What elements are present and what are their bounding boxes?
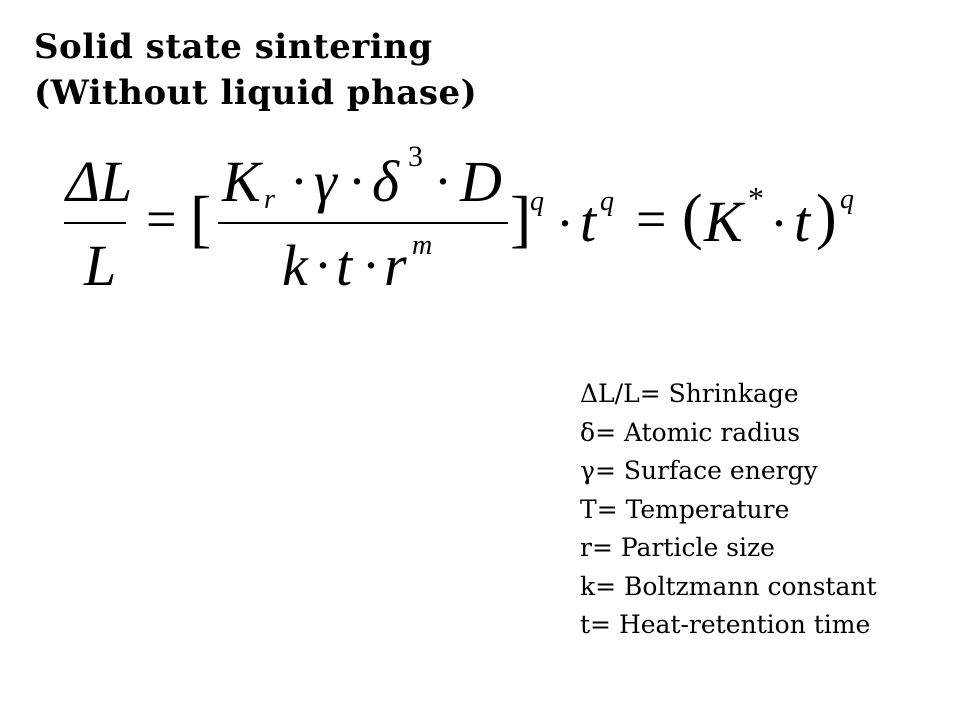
main-fraction-bar	[218, 222, 508, 224]
legend-symbol: ΔL/L	[580, 379, 640, 408]
legend-item	[580, 414, 877, 453]
time-t-2: t	[794, 189, 811, 254]
gamma-symbol: γ	[314, 149, 337, 214]
paren-open: (	[682, 183, 703, 251]
paren-close: )	[816, 183, 837, 251]
dot-operator: ·	[434, 151, 452, 211]
legend-symbol: r	[580, 533, 592, 562]
legend-item	[580, 375, 877, 414]
legend-symbol: k	[580, 571, 596, 601]
legend-text: = Atomic radius	[595, 417, 801, 447]
lhs-numerator: ΔL	[66, 149, 133, 214]
legend-text: = Shrinkage	[639, 379, 799, 408]
variable-legend	[580, 375, 877, 645]
legend-item	[580, 491, 877, 530]
exponent-q: q	[530, 186, 544, 217]
numerator-K: K	[222, 149, 261, 214]
legend-text: = Boltzmann constant	[595, 571, 877, 601]
dot-operator: ·	[348, 151, 366, 211]
legend-text: = Surface energy	[594, 456, 818, 485]
legend-item	[580, 568, 877, 607]
bracket-open: [	[190, 183, 212, 254]
denominator-r: r	[384, 233, 407, 298]
exponent-q: q	[840, 184, 854, 215]
legend-symbol: δ	[580, 417, 596, 447]
equals-sign-2: =	[636, 189, 667, 249]
equals-sign-1: =	[146, 189, 177, 249]
dot-operator: ·	[290, 151, 308, 211]
dot-operator: ·	[556, 193, 574, 253]
K-star-superscript: *	[748, 180, 764, 216]
bracket-close: ]	[510, 183, 532, 254]
constant-K: K	[704, 189, 743, 254]
legend-text: = Temperature	[596, 494, 790, 524]
legend-item	[580, 606, 877, 645]
dot-operator: ·	[362, 235, 380, 295]
numerator-K-subscript: r	[264, 184, 275, 215]
numerator-D: D	[460, 149, 502, 214]
denominator-t: t	[336, 233, 353, 298]
exponent-q: q	[600, 186, 614, 217]
legend-text: = Particle size	[591, 533, 775, 562]
delta-symbol: δ	[372, 149, 399, 214]
legend-symbol: t	[580, 610, 591, 639]
legend-text: = Heat-retention time	[590, 610, 871, 639]
lhs-denominator: L	[84, 233, 117, 298]
legend-symbol: γ	[580, 456, 595, 485]
denominator-r-exponent: m	[412, 230, 433, 261]
dot-operator: ·	[314, 235, 332, 295]
dot-operator: ·	[770, 193, 788, 253]
legend-symbol: T	[580, 494, 597, 524]
delta-exponent: 3	[408, 140, 423, 173]
title-line-2: (Without liquid phase)	[34, 73, 478, 113]
legend-item	[580, 529, 877, 568]
legend-item	[580, 452, 877, 491]
time-t: t	[580, 189, 597, 254]
denominator-k: k	[282, 233, 308, 298]
sintering-equation	[0, 0, 960, 320]
lhs-fraction-bar	[64, 222, 126, 224]
title-line-1: Solid state sintering	[34, 27, 433, 67]
